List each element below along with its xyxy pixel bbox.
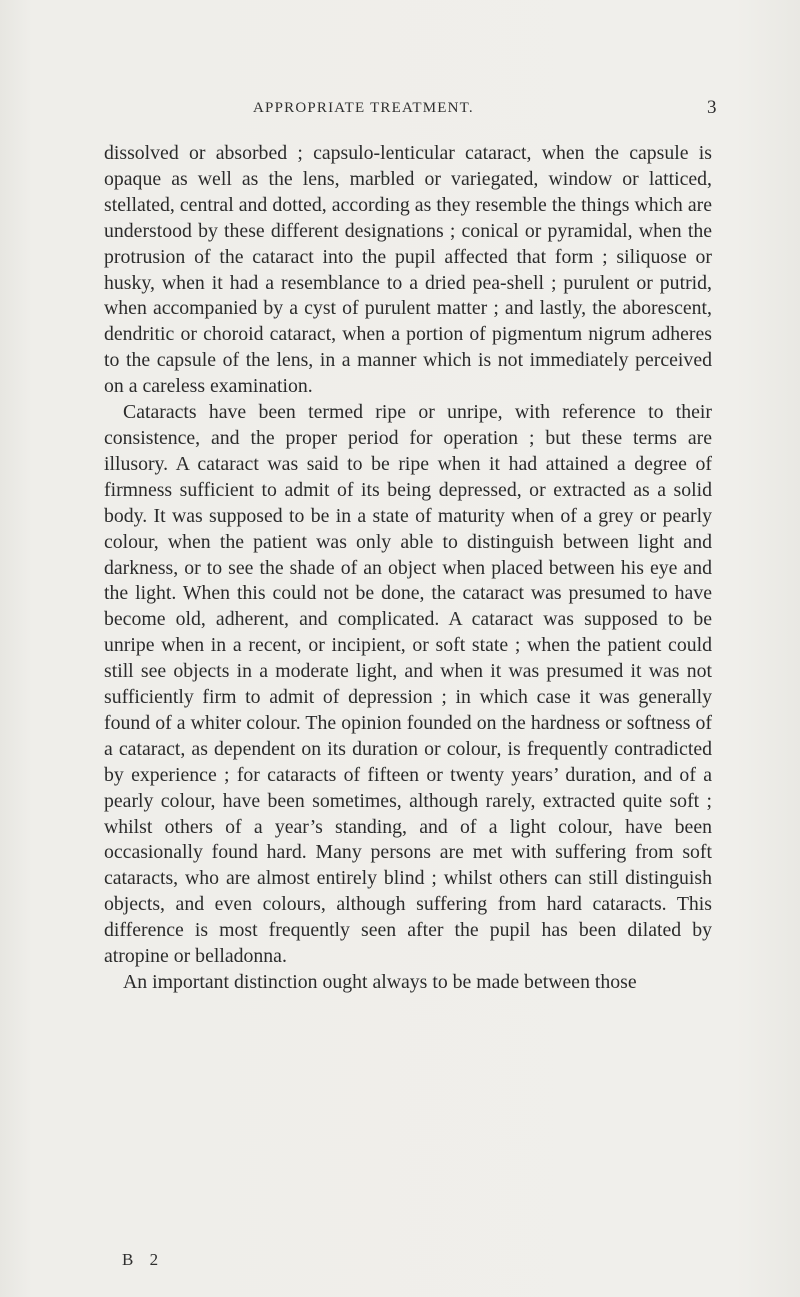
signature-mark: B 2: [122, 1250, 165, 1269]
paragraph: dissolved or absorbed ; capsulo-lenticular cataract, when the capsule is opaque as well as the lens, marbled or variegated, window or latticed, stellated, central and dotted, according as they resemble the things which are understood by these different designations ; conical or pyramidal, when the protrusion of the cataract into the pupil affected that form ; siliquose or husky, when it had a resemblance to a dried pea-shell ; purulent or putrid, when accompanied by a cyst of purulent matter ; and lastly, the aborescent, dendritic or choroid cataract, when a portion of pigmentum nigrum adheres to the capsule of the lens, in a manner which is not immediately perceived on a careless examination.: [104, 142, 712, 398]
body-text: [104, 141, 712, 996]
running-head: APPROPRIATE TREATMENT.: [253, 100, 474, 116]
page-number: 3: [707, 97, 717, 118]
paragraph: Cataracts have been termed ripe or unripe, with reference to their consistence, and the proper period for operation ; but these terms are illusory. A cataract was said to be ripe when it had attained a degree of firmness sufficient to admit of its being depressed, or extracted as a solid body. It was supposed to be in a state of maturity when of a grey or pearly colour, when the patient was only able to distinguish between light and darkness, or to see the shade of an object when placed between his eye and the light. When this could not be done, the cataract was presumed to have become old, adherent, and complicated. A cataract was supposed to be unripe when in a recent, or incipient, or soft state ; when the patient could still see objects in a moderate light, and when it was presumed it was not sufficiently firm to admit of depression ; in which case it was generally found of a whiter colour. The opinion founded on the hardness or softness of a cataract, as dependent on its duration or colour, is frequently contradicted by experience ; for cataracts of fifteen or twenty years’ duration, and of a pearly colour, have been sometimes, although rarely, extracted quite soft ; whilst others of a year’s standing, and of a light colour, have been occasionally found hard. Many persons are met with suffering from soft cataracts, who are almost entirely blind ; whilst others can still distinguish objects, and even colours, although suffering from hard cataracts. This difference is most frequently seen after the pupil has been dilated by atropine or belladonna.: [104, 401, 712, 968]
paragraph: An important distinction ought always to be made between those: [123, 971, 637, 993]
